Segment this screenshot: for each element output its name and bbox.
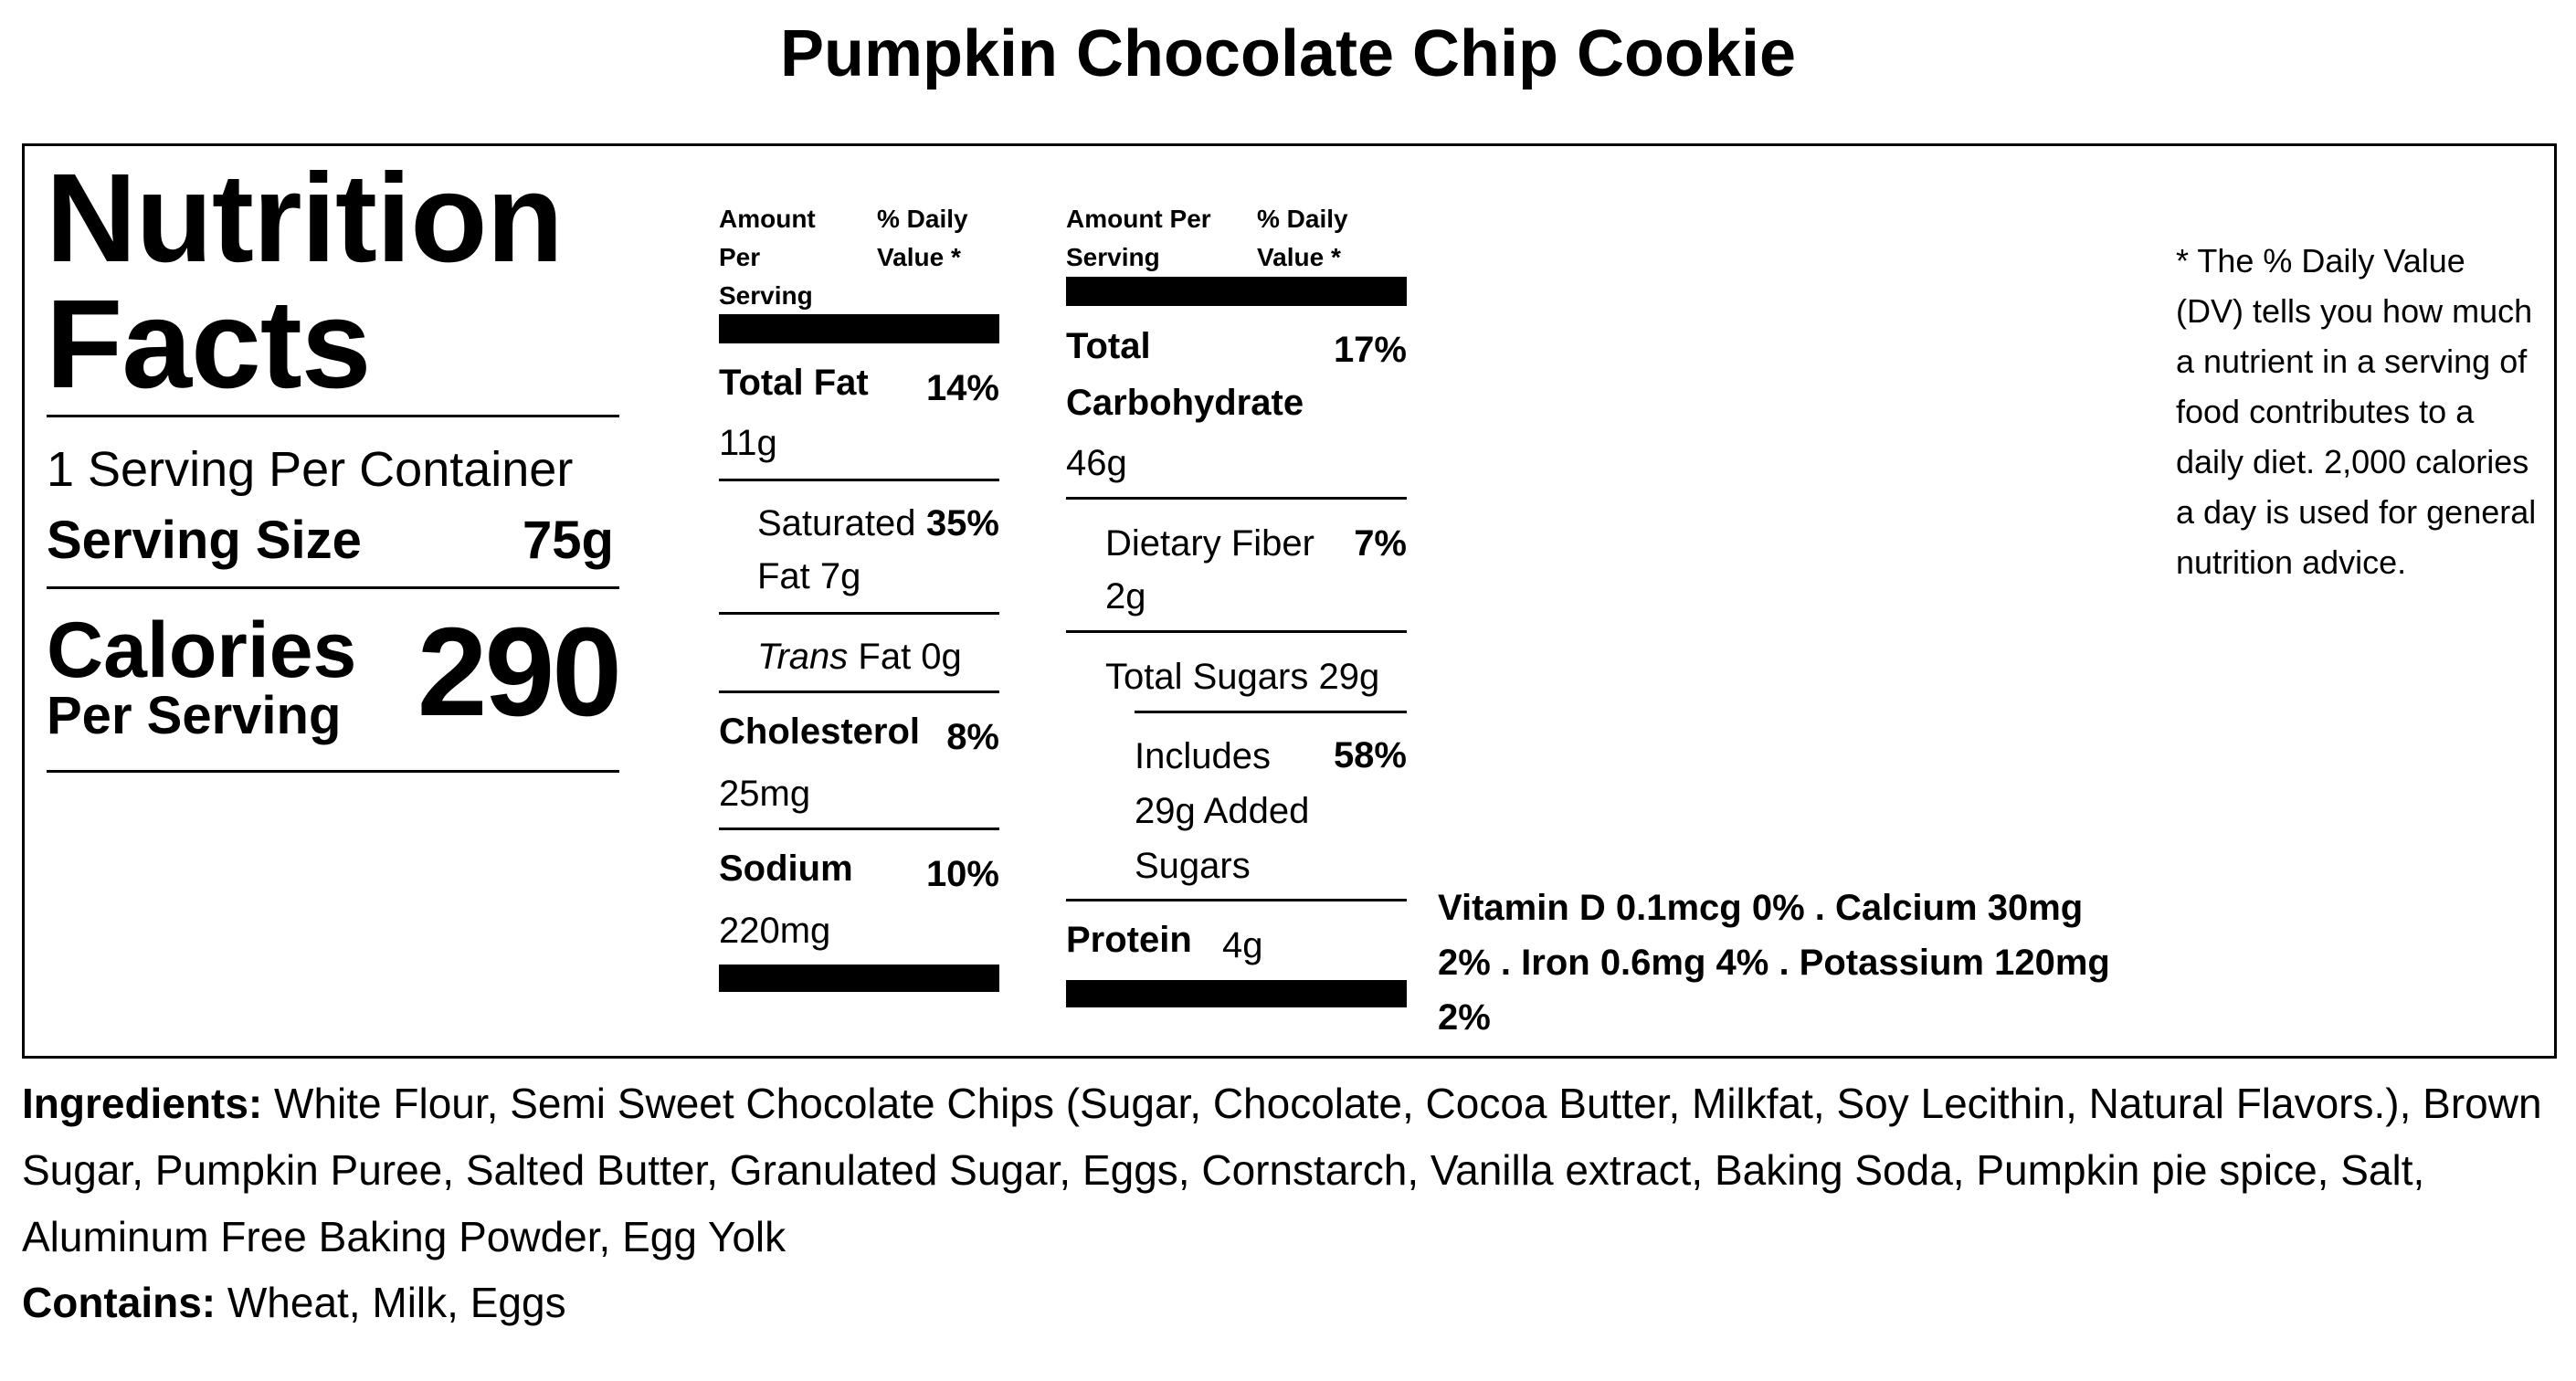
product-title: Pumpkin Chocolate Chip Cookie [779, 17, 1797, 90]
fiber-text: Dietary Fiber [1105, 523, 1314, 564]
total-sugars-label: Total Sugars 29g [1105, 657, 1380, 697]
col2-amount-header [1066, 200, 1211, 277]
total-fat-label: Total Fat [719, 363, 869, 403]
protein-amount: 4g [1222, 925, 1263, 965]
calories-value: 290 [417, 602, 619, 743]
header-text: Serving [719, 281, 813, 310]
divider [1066, 899, 1407, 901]
dietary-fiber-dv: 7% [1354, 523, 1407, 564]
servings-per-container: 1 Serving Per Container [47, 442, 574, 497]
contains-label: Contains: [22, 1279, 216, 1326]
col1-dv-header [877, 200, 968, 277]
header-text: Value * [877, 243, 961, 271]
divider [1066, 497, 1407, 500]
ingredients-label: Ingredients: [22, 1080, 263, 1127]
ingredients-text: White Flour, Semi Sweet Chocolate Chips (Sugar, Chocolate, Cocoa Butter, Milkfat, Soy Lecithin, Natural Flavors.), Brown Sugar, Pumpkin Puree, Salted Butter, Granulated Sugar, Eggs, Cornstarch, Vanilla extract, Baking Soda, Pumpkin pie spice, Salt, Aluminum Free Baking Powder, Egg Yolk [22, 1080, 2542, 1260]
thick-bar [1066, 277, 1407, 306]
daily-value-footnote: * The % Daily Value (DV) tells you how much a nutrient in a serving of food contributes to a daily diet. 2,000 calories a day is used for general nutrition advice. [2176, 242, 2537, 581]
cholesterol-label: Cholesterol [719, 712, 921, 752]
saturated-fat-text: Fat 7g [757, 556, 861, 596]
divider [1135, 711, 1407, 713]
header-text: Amount [719, 205, 816, 233]
divider [47, 415, 619, 417]
trans-fat-italic: Trans [757, 637, 849, 677]
heading-line-2: Facts [46, 274, 371, 415]
header-text: % Daily [1257, 205, 1348, 233]
total-fat-amount: 11g [719, 423, 777, 463]
vitamins-line: Vitamin D 0.1mcg 0% . Calcium 30mg [1438, 888, 2084, 928]
col2-dv-header [1257, 200, 1348, 277]
divider [47, 770, 619, 773]
vitamins-minerals [1438, 880, 2114, 1045]
total-fat-dv: 14% [925, 368, 999, 408]
heading-line-1: Nutrition [46, 148, 563, 289]
divider [719, 479, 999, 481]
saturated-fat-dv: 35% [925, 503, 999, 543]
header-text: Serving [1066, 243, 1160, 271]
allergens [22, 1270, 566, 1336]
total-carbohydrate-label [1066, 318, 1304, 431]
vitamins-line: 2% [1438, 997, 1491, 1038]
added-sugars-text: 29g Added [1135, 791, 1310, 831]
calories-label: Calories [47, 606, 357, 694]
trans-fat-label [757, 630, 962, 683]
protein-label: Protein [1066, 920, 1192, 960]
fiber-text: 2g [1105, 576, 1146, 617]
nutrition-facts-heading [46, 148, 563, 415]
total-carbohydrate-amount: 46g [1066, 443, 1127, 483]
sodium-label: Sodium [719, 849, 853, 889]
col1-amount-header [719, 200, 816, 315]
thick-bar [719, 965, 999, 992]
divider [719, 828, 999, 830]
ingredients [22, 1070, 2561, 1270]
vitamins-line: 2% . Iron 0.6mg 4% . Potassium 120mg [1438, 943, 2110, 983]
cholesterol-dv: 8% [946, 717, 999, 757]
header-text: Per [719, 243, 761, 271]
contains-text: Wheat, Milk, Eggs [216, 1279, 566, 1326]
carb-label-text: Carbohydrate [1066, 383, 1304, 423]
added-sugars-dv: 58% [1333, 735, 1407, 775]
added-sugars-text: Includes [1135, 736, 1271, 776]
cholesterol-amount: 25mg [719, 774, 811, 814]
divider [719, 690, 999, 693]
sodium-amount: 220mg [719, 911, 831, 951]
divider [1066, 630, 1407, 633]
trans-fat-rest: Fat 0g [848, 637, 962, 677]
calories-sublabel: Per Serving [47, 686, 342, 745]
serving-size-label: Serving Size [47, 511, 362, 570]
thick-bar [1066, 980, 1407, 1007]
added-sugars-text: Sugars [1135, 846, 1251, 886]
carb-label-text: Total [1066, 326, 1151, 366]
serving-size-value: 75g [523, 511, 614, 570]
total-carbohydrate-dv: 17% [1333, 330, 1407, 370]
header-text: % Daily [877, 205, 968, 233]
header-text: Amount Per [1066, 205, 1211, 233]
header-text: Value * [1257, 243, 1341, 271]
divider [719, 612, 999, 615]
sodium-dv: 10% [925, 854, 999, 894]
divider [47, 586, 619, 589]
thick-bar [719, 314, 999, 343]
saturated-fat-text: Saturated [757, 503, 916, 543]
